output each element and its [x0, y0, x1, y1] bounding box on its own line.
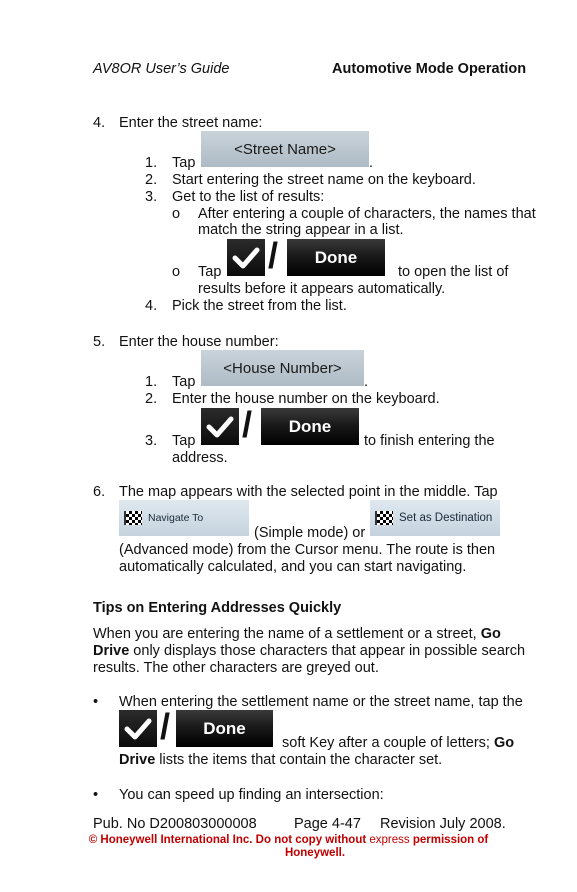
step5-sub2-number: 2.	[145, 391, 158, 407]
tips-para-line1: When you are entering the name of a settlement or a street, Go	[93, 626, 501, 642]
step5-sub3-tap: Tap	[172, 433, 196, 449]
header-section-title: Automotive Mode Operation	[332, 61, 527, 77]
footer-page-number: Page 4-47	[294, 816, 361, 832]
step6-number: 6.	[93, 484, 106, 500]
checkmark-icon	[232, 246, 260, 270]
step4-bullet2-post: to open the list of	[398, 264, 509, 280]
step4-sub1-tap: Tap	[172, 155, 196, 171]
checkmark-button[interactable]	[201, 408, 239, 445]
done-button[interactable]: Done	[176, 710, 273, 747]
set-as-destination-button[interactable]	[370, 500, 500, 536]
step6-line1: The map appears with the selected point in the middle. Tap	[119, 484, 498, 500]
step4-sub3-number: 3.	[145, 189, 158, 205]
step5-sub2-text: Enter the house number on the keyboard.	[172, 391, 440, 407]
step5-sub1-period: .	[364, 374, 369, 390]
step4-bullet1-line2: match the string appear in a list.	[198, 222, 404, 238]
footer-pub-number: Pub. No D200803000008	[93, 816, 257, 832]
bullet-o: o	[172, 206, 181, 222]
step5-sub3-post: to finish entering the	[364, 433, 495, 449]
tips-bullet1-line1: When entering the settlement name or the street name, tap the	[119, 694, 523, 710]
done-button[interactable]: Done	[287, 239, 385, 276]
footer-copyright-line2: Honeywell.	[284, 847, 346, 859]
tips-para-line2: Drive only displays those characters that appear in possible search	[93, 643, 526, 659]
footer-revision: Revision July 2008.	[380, 816, 506, 832]
house-number-button[interactable]: <House Number>	[201, 350, 364, 386]
done-button[interactable]: Done	[261, 408, 359, 445]
tips-bullet1-line2: soft Key after a couple of letters; Go	[282, 735, 515, 751]
checkered-flag-icon	[124, 511, 142, 525]
slash-separator: /	[160, 706, 171, 747]
step5-sub3-line2: address.	[172, 450, 228, 466]
navigate-to-label: Navigate To	[148, 512, 204, 524]
tips-bullet2: You can speed up finding an intersection:	[119, 787, 384, 803]
step5-sub3-number: 3.	[145, 433, 158, 449]
step4-number: 4.	[93, 115, 106, 131]
bullet-dot: •	[93, 787, 99, 803]
step6-mid-text: (Simple mode) or	[254, 525, 366, 541]
tips-para-line3: results. The other characters are greyed out.	[93, 660, 379, 676]
header-doc-title: AV8OR User’s Guide	[93, 61, 230, 77]
tips-bullet1-line3: Drive lists the items that contain the character set.	[119, 752, 443, 768]
slash-separator: /	[268, 235, 279, 276]
navigate-to-button[interactable]	[119, 500, 249, 536]
step5-sub1-tap: Tap	[172, 374, 196, 390]
checkered-flag-icon	[375, 511, 393, 525]
footer-copyright-line1: © Honeywell International Inc. Do not copy without express permission of	[88, 834, 489, 846]
step4-sub4-text: Pick the street from the list.	[172, 298, 347, 314]
step4-sub2-number: 2.	[145, 172, 158, 188]
bullet-dot: •	[93, 694, 99, 710]
step4-sub1-period: .	[369, 155, 374, 171]
step5-number: 5.	[93, 334, 106, 350]
step4-sub4-number: 4.	[145, 298, 158, 314]
step4-bullet1-line1: After entering a couple of characters, the names that	[198, 206, 536, 222]
step4-sub2-text: Start entering the street name on the keyboard.	[172, 172, 476, 188]
bullet-o: o	[172, 264, 181, 280]
street-name-button[interactable]: <Street Name>	[201, 131, 369, 167]
checkmark-button[interactable]	[119, 710, 157, 747]
step5-sub1-number: 1.	[145, 374, 158, 390]
slash-separator: /	[242, 404, 253, 445]
step5-title: Enter the house number:	[119, 334, 279, 350]
step4-sub1-number: 1.	[145, 155, 158, 171]
checkmark-icon	[124, 717, 152, 741]
checkmark-button[interactable]	[227, 239, 265, 276]
checkmark-icon	[206, 415, 234, 439]
step4-bullet2-line2: results before it appears automatically.	[198, 281, 446, 297]
step4-bullet2-tap: Tap	[198, 264, 222, 280]
step6-line3: (Advanced mode) from the Cursor menu. The route is then	[119, 542, 496, 558]
step4-sub3-text: Get to the list of results:	[172, 189, 325, 205]
step6-line4: automatically calculated, and you can start navigating.	[119, 559, 467, 575]
set-as-destination-label: Set as Destination	[399, 512, 493, 524]
tips-heading: Tips on Entering Addresses Quickly	[93, 600, 342, 616]
step4-title: Enter the street name:	[119, 115, 263, 131]
